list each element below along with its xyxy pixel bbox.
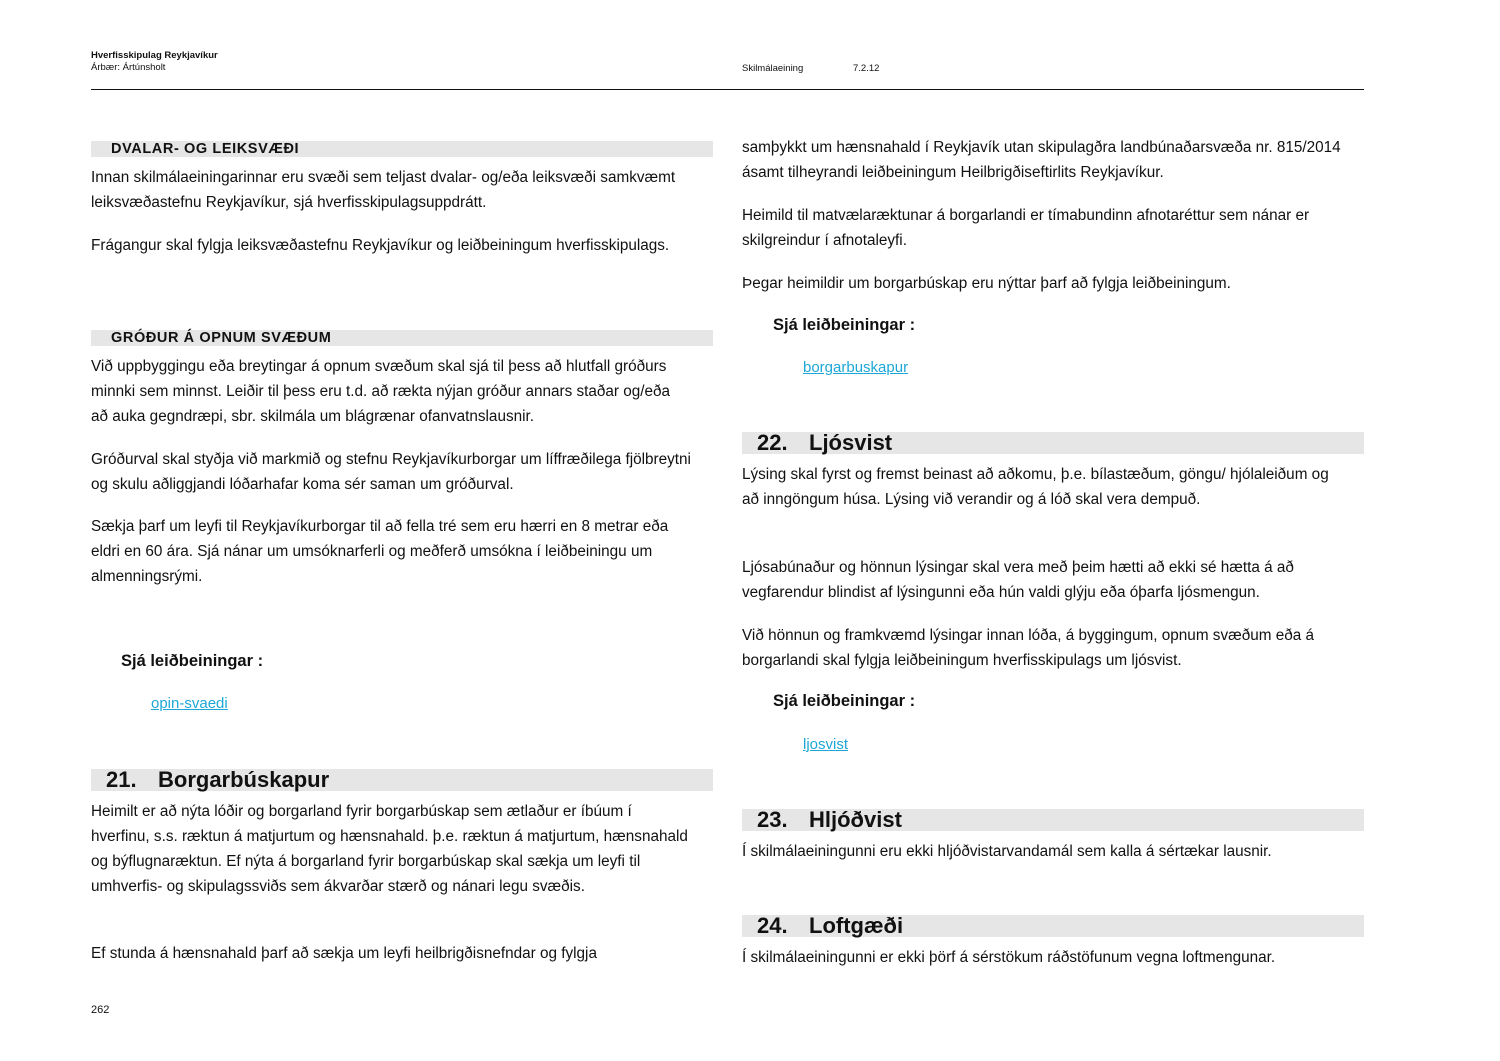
document-header	[91, 50, 218, 74]
section-number: 23.	[757, 807, 788, 832]
paragraph: samþykkt um hænsnahald í Reykjavík utan skipulagðra landbúnaðarsvæða nr. 815/2014 ásamt tilheyrandi leiðbeiningum Heilbrigðiseftirlits Reykjavíkur.	[742, 139, 1341, 181]
section-number: 22.	[757, 430, 788, 455]
section-21-heading	[91, 769, 713, 791]
heading-dvalar-leiksvaedi: DVALAR- OG LEIKSVÆÐI	[91, 141, 713, 157]
document-subtitle: Árbær: Ártúnsholt	[91, 62, 166, 73]
heading-grodur: GRÓÐUR Á OPNUM SVÆÐUM	[91, 330, 713, 346]
see-guidelines-label: Sjá leiðbeiningar :	[773, 692, 916, 710]
paragraph: Ljósabúnaður og hönnun lýsingar skal vera með þeim hætti að ekki sé hætta á að vegfarendur blindist af lýsingunni eða hún valdi glýju eða óþarfa ljósmengun.	[742, 559, 1294, 601]
paragraph: Þegar heimildir um borgarbúskap eru nýttar þarf að fylgja leiðbeiningum.	[742, 275, 1231, 292]
guideline-link-opin-svaedi[interactable]: opin-svaedi	[151, 695, 228, 712]
header-divider	[91, 89, 1364, 90]
paragraph: Sækja þarf um leyfi til Reykjavíkurborgar til að fella tré sem eru hærri en 8 metrar eða eldri en 60 ára. Sjá nánar um umsóknarferli og meðferð umsókna í leiðbeiningu um almenningsrými.	[91, 518, 669, 585]
section-title: Loftgæði	[809, 913, 904, 938]
document-title: Hverfisskipulag Reykjavíkur	[91, 50, 218, 61]
paragraph: Gróðurval skal styðja við markmið og stefnu Reykjavíkurborgar um líffræðilega fjölbreytni og skulu aðliggjandi lóðarhafar koma sér saman um gróðurval.	[91, 451, 691, 493]
section-24-heading	[742, 915, 1364, 937]
paragraph: Í skilmálaeiningunni eru ekki hljóðvistarvandamál sem kalla á sértækar lausnir.	[742, 843, 1272, 860]
see-guidelines-label: Sjá leiðbeiningar :	[773, 316, 916, 334]
paragraph: Í skilmálaeiningunni er ekki þörf á sérstökum ráðstöfunum vegna loftmengunar.	[742, 949, 1276, 966]
paragraph: Ef stunda á hænsnahald þarf að sækja um leyfi heilbrigðisnefndar og fylgja	[91, 945, 597, 962]
see-guidelines-label: Sjá leiðbeiningar :	[121, 652, 264, 670]
paragraph: Frágangur skal fylgja leiksvæðastefnu Reykjavíkur og leiðbeiningum hverfisskipulags.	[91, 237, 670, 254]
paragraph: Heimilt er að nýta lóðir og borgarland fyrir borgarbúskap sem ætlaður er íbúum í hverfinu, s.s. ræktun á matjurtum og hænsnahald. þ.e. ræktun á matjurtum, hænsnahald og býflugnaræktun. Ef nýta á borgarland fyrir borgarbúskap skal sækja um leyfi til umhverfis- og skipulagssviðs sem ákvarðar stærð og nánari legu svæðis.	[91, 803, 688, 895]
section-title: Ljósvist	[809, 430, 893, 455]
paragraph: Við uppbyggingu eða breytingar á opnum svæðum skal sjá til þess að hlutfall gróðurs minnki sem minnst. Leiðir til þess eru t.d. að rækta nýjan gróður annars staðar og/eða að auka gegndræpi, sbr. skilmála um blágrænar ofanvatnslausnir.	[91, 358, 671, 425]
section-title: Hljóðvist	[809, 807, 902, 832]
paragraph: Innan skilmálaeiningarinnar eru svæði sem teljast dvalar- og/eða leiksvæði samkvæmt leiksvæðastefnu Reykjavíkur, sjá hverfisskipulagsuppdrátt.	[91, 169, 676, 211]
section-number: 24.	[757, 913, 788, 938]
page-number: 262	[91, 1004, 110, 1016]
section-number: 21.	[106, 767, 137, 792]
section-code: 7.2.12	[853, 63, 880, 74]
guideline-link-ljosvist[interactable]: ljosvist	[803, 736, 849, 753]
section-title: Borgarbúskapur	[158, 767, 330, 792]
guideline-link-borgarbuskapur[interactable]: borgarbuskapur	[803, 359, 909, 376]
section-label: Skilmálaeining	[742, 63, 804, 74]
section-22-heading	[742, 432, 1364, 454]
paragraph: Lýsing skal fyrst og fremst beinast að aðkomu, þ.e. bílastæðum, göngu/ hjólaleiðum og að inngöngum húsa. Lýsing við verandir og á lóð skal vera dempuð.	[742, 466, 1329, 508]
paragraph: Heimild til matvælaræktunar á borgarlandi er tímabundinn afnotaréttur sem nánar er skilgreindur í afnotaleyfi.	[742, 207, 1310, 249]
section-23-heading	[742, 809, 1364, 831]
paragraph: Við hönnun og framkvæmd lýsingar innan lóða, á byggingum, opnum svæðum eða á borgarlandi skal fylgja leiðbeiningum hverfisskipulags um ljósvist.	[742, 627, 1314, 669]
